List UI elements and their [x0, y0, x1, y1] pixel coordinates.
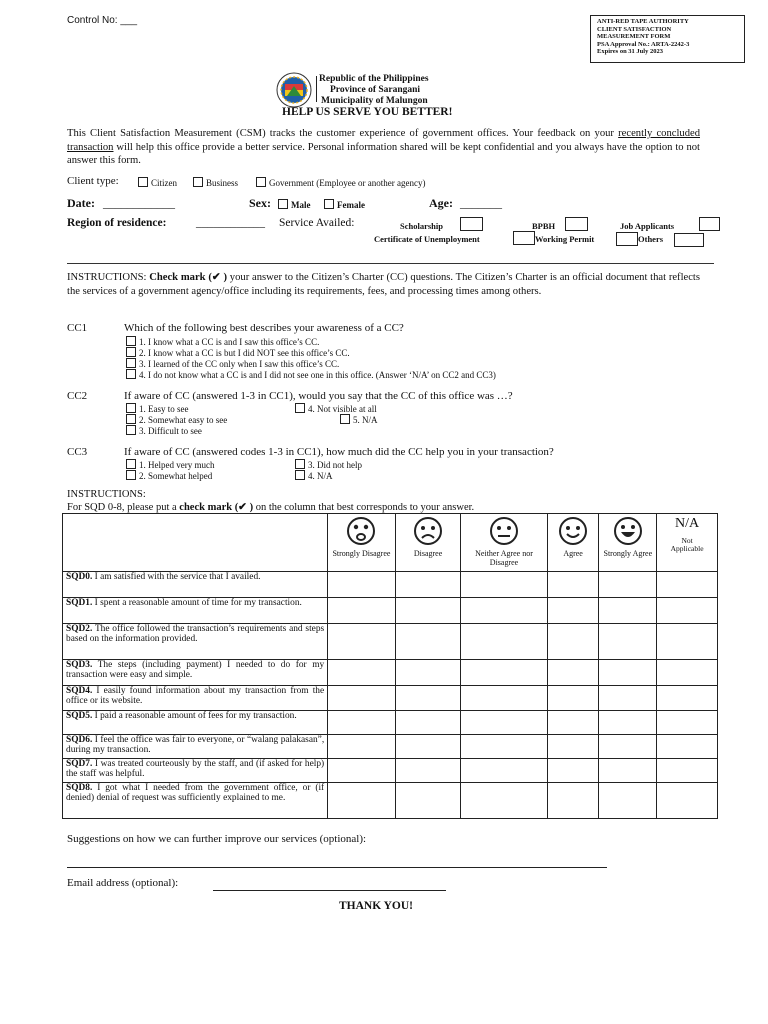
table-row — [63, 759, 718, 783]
cc3-option-4[interactable] — [295, 470, 333, 482]
instructions-bold: Check mark (✔ ) — [149, 272, 228, 283]
rating-cell[interactable] — [657, 572, 718, 598]
suggestions-label: Suggestions on how we can further improve our services (optional): — [67, 833, 367, 845]
cc-instructions — [67, 271, 700, 298]
sqd1-statement — [63, 598, 328, 624]
sqd-text: I feel the office was fair to everyone, or “walang palakasan”, during my transaction. — [66, 735, 325, 755]
sqd-instructions-title: INSTRUCTIONS: — [67, 489, 146, 500]
rating-cell[interactable] — [657, 686, 718, 711]
rating-cell[interactable] — [547, 783, 599, 819]
option-label: Female — [337, 200, 365, 210]
option-label: 1. Helped very much — [139, 460, 215, 470]
rating-cell[interactable] — [599, 735, 657, 759]
rating-cell[interactable] — [599, 660, 657, 686]
sqd-code: SQD0. — [66, 572, 93, 582]
rating-cell[interactable] — [657, 624, 718, 660]
option-label: Citizen — [151, 178, 177, 188]
very-sad-face-icon — [346, 516, 376, 546]
sqd-code: SQD4. — [66, 686, 93, 696]
cc3-code: CC3 — [67, 446, 88, 458]
na-subtitle: Not Applicable — [670, 536, 704, 553]
sqd-table — [62, 513, 718, 819]
checkbox-icon[interactable] — [126, 414, 136, 424]
page-title: HELP US SERVE YOU BETTER! — [282, 106, 453, 118]
arta-line: Expires on 31 July 2023 — [597, 48, 663, 55]
arta-line: PSA Approval No.: ARTA-2242-3 — [597, 40, 690, 48]
rating-cell[interactable] — [395, 711, 461, 735]
client-type-government[interactable] — [256, 177, 425, 189]
client-type-label: Client type: — [67, 175, 119, 187]
rating-cell[interactable] — [547, 686, 599, 711]
neutral-face-icon — [489, 516, 519, 546]
sqd-text: I easily found information about my transaction from the office or its website. — [66, 686, 325, 706]
service-permit-label: Working Permit — [535, 234, 595, 244]
rating-cell[interactable] — [547, 759, 599, 783]
rating-cell[interactable] — [328, 783, 396, 819]
rating-cell[interactable] — [547, 660, 599, 686]
service-scholarship-box[interactable] — [460, 217, 483, 231]
service-bpbh-label: BPBH — [532, 221, 556, 231]
rating-cell[interactable] — [599, 572, 657, 598]
sqd3-statement — [63, 660, 328, 686]
rating-cell[interactable] — [461, 598, 547, 624]
na-title: N/A — [675, 516, 700, 531]
control-no: Control No: ___ — [67, 15, 138, 26]
region-label: Region of residence: — [67, 217, 167, 229]
rating-cell[interactable] — [599, 783, 657, 819]
rating-cell[interactable] — [461, 711, 547, 735]
sqd5-statement — [63, 711, 328, 735]
sqd0-statement — [63, 572, 328, 598]
sqd-code: SQD6. — [66, 735, 93, 745]
checkbox-icon[interactable] — [295, 403, 305, 413]
client-type-business[interactable] — [193, 177, 238, 189]
cc3-option-2[interactable] — [126, 470, 212, 482]
checkbox-icon[interactable] — [340, 414, 350, 424]
cc2-option-5[interactable] — [340, 414, 378, 426]
option-label: 2. Somewhat easy to see — [139, 415, 228, 425]
rating-cell[interactable] — [395, 572, 461, 598]
suggestions-field[interactable] — [67, 867, 607, 868]
rating-cell[interactable] — [599, 624, 657, 660]
rating-cell[interactable] — [547, 735, 599, 759]
sqd-code: SQD8. — [66, 783, 93, 793]
option-label: 5. N/A — [353, 415, 378, 425]
arta-line: MEASUREMENT FORM — [597, 33, 671, 40]
checkbox-icon[interactable] — [324, 199, 334, 209]
cc1-code: CC1 — [67, 322, 88, 334]
sqd-code: SQD5. — [66, 711, 93, 721]
instructions-rest: on the column that best corresponds to your answer. — [253, 502, 475, 513]
thank-you: THANK YOU! — [339, 900, 414, 912]
region-field[interactable]: ____________ — [196, 217, 265, 229]
service-label: Service Availed: — [279, 217, 355, 229]
cc2-question: If aware of CC (answered 1-3 in CC1), would you say that the CC of this office was …? — [124, 390, 513, 402]
rating-cell[interactable] — [328, 759, 396, 783]
table-row — [63, 572, 718, 598]
table-row — [63, 598, 718, 624]
option-label: 3. Difficult to see — [139, 426, 202, 436]
arta-line: CLIENT SATISFACTION — [597, 25, 672, 33]
client-type-citizen[interactable] — [138, 177, 177, 189]
sqd-text: I was treated courteously by the staff, and (if asked for help) the staff was helpful. — [66, 759, 325, 779]
instructions-rest: your answer to the Citizen’s Charter (CC) questions. The Citizen’s Charter is an official document that reflects the services of a government agency/office including its requirements, fees, and processing times among others. — [67, 272, 700, 297]
rating-cell[interactable] — [328, 711, 396, 735]
rating-cell[interactable] — [657, 759, 718, 783]
column-label: Strongly Disagree — [332, 549, 391, 558]
table-row — [63, 783, 718, 819]
rating-cell[interactable] — [657, 660, 718, 686]
sex-label: Sex: — [249, 196, 271, 210]
rating-cell[interactable] — [547, 598, 599, 624]
header-strongly-agree — [599, 514, 657, 572]
cc2-option-3[interactable] — [126, 425, 202, 437]
service-job-label: Job Applicants — [620, 221, 675, 231]
cc1-option-4[interactable] — [126, 369, 496, 381]
intro-text-2: will help this office provide a better service. Personal information shared will be kept confidential and you always have the option to not answer this form. — [67, 141, 700, 166]
rating-cell[interactable] — [461, 660, 547, 686]
checkbox-icon[interactable] — [126, 358, 136, 368]
rating-cell[interactable] — [461, 572, 547, 598]
date-field[interactable]: ____________ — [103, 196, 175, 210]
sqd7-statement — [63, 759, 328, 783]
header-disagree — [395, 514, 461, 572]
option-label: 1. I know what a CC is and I saw this office’s CC. — [139, 337, 320, 347]
column-label: Disagree — [413, 549, 443, 558]
sqd-text: I am satisfied with the service that I availed. — [92, 572, 261, 582]
sqd-instructions — [67, 501, 474, 513]
rating-cell[interactable] — [328, 686, 396, 711]
sad-face-icon — [413, 516, 443, 546]
sqd2-statement — [63, 624, 328, 660]
sqd-text: The office followed the transaction’s requirements and steps based on the information provided. — [66, 624, 325, 644]
sqd4-statement — [63, 686, 328, 711]
rating-cell[interactable] — [657, 598, 718, 624]
rating-cell[interactable] — [547, 572, 599, 598]
table-row — [63, 660, 718, 686]
option-label: Government (Employee or another agency) — [269, 178, 426, 188]
rating-cell[interactable] — [395, 598, 461, 624]
rating-cell[interactable] — [599, 598, 657, 624]
rating-cell[interactable] — [461, 686, 547, 711]
option-label: 3. Did not help — [308, 460, 362, 470]
arta-line: ANTI-RED TAPE AUTHORITY — [597, 18, 689, 25]
checkbox-icon[interactable] — [126, 470, 136, 480]
header-neutral — [461, 514, 547, 572]
rating-cell[interactable] — [328, 598, 396, 624]
rating-cell[interactable] — [328, 572, 396, 598]
rating-cell[interactable] — [328, 624, 396, 660]
sex-male[interactable] — [278, 199, 311, 211]
table-row — [63, 686, 718, 711]
option-label: 3. I learned of the CC only when I saw this office’s CC. — [139, 359, 340, 369]
service-scholarship-label: Scholarship — [400, 221, 443, 231]
option-label: 1. Easy to see — [139, 404, 189, 414]
instructions-bold: check mark (✔ ) — [179, 502, 254, 513]
service-others-label: Others — [638, 234, 664, 244]
sqd-code: SQD2. — [66, 624, 93, 634]
checkbox-icon[interactable] — [126, 336, 136, 346]
column-label: Strongly Agree — [603, 549, 653, 558]
checkbox-icon[interactable] — [295, 459, 305, 469]
service-bpbh-box[interactable] — [565, 217, 588, 231]
rating-cell[interactable] — [461, 759, 547, 783]
checkbox-icon[interactable] — [193, 177, 203, 187]
checkbox-icon[interactable] — [126, 347, 136, 357]
intro-text-1: This Client Satisfaction Measurement (CSM) tracks the customer experience of government offices. Your feedback on your — [67, 128, 619, 139]
arta-info-box — [590, 15, 745, 63]
option-label: 2. I know what a CC is but I did NOT see this office’s CC. — [139, 348, 350, 358]
rating-cell[interactable] — [461, 783, 547, 819]
sqd-text: The steps (including payment) I needed to do for my transaction were easy and simple. — [66, 660, 325, 680]
rating-cell[interactable] — [657, 735, 718, 759]
email-label: Email address (optional): — [67, 877, 179, 889]
rating-cell[interactable] — [547, 711, 599, 735]
rating-cell[interactable] — [461, 624, 547, 660]
header-agree — [547, 514, 599, 572]
age-label: Age: — [429, 196, 453, 210]
sqd-code: SQD7. — [66, 759, 93, 769]
option-label: 4. Not visible at all — [308, 404, 377, 414]
cc2-code: CC2 — [67, 390, 88, 402]
rating-cell[interactable] — [657, 783, 718, 819]
sqd-text: I spent a reasonable amount of time for my transaction. — [92, 598, 302, 608]
sex-female[interactable] — [324, 199, 365, 211]
rating-cell[interactable] — [657, 711, 718, 735]
rating-cell[interactable] — [328, 660, 396, 686]
rating-cell[interactable] — [395, 735, 461, 759]
happy-face-icon — [558, 516, 588, 546]
table-row — [63, 711, 718, 735]
checkbox-icon[interactable] — [126, 459, 136, 469]
header-province: Province of Sarangani — [330, 85, 421, 95]
service-job-box[interactable] — [699, 217, 720, 231]
checkbox-icon[interactable] — [256, 177, 266, 187]
sqd-text: I got what I needed from the government office, or (if denied) denial of request was sufficiently explained to me. — [66, 783, 325, 803]
seal-divider — [316, 76, 317, 102]
rating-cell[interactable] — [599, 711, 657, 735]
checkbox-icon[interactable] — [278, 199, 288, 209]
municipal-seal-icon — [276, 72, 312, 108]
option-label: 4. I do not know what a CC is and I did not see one in this office. (Answer ‘N/A’ on CC2 and CC3) — [139, 370, 496, 380]
service-unemployment-label: Certificate of Unemployment — [374, 234, 480, 244]
service-permit-box[interactable] — [616, 232, 638, 246]
email-field[interactable] — [213, 890, 446, 891]
checkbox-icon[interactable] — [126, 425, 136, 435]
option-label: 2. Somewhat helped — [139, 471, 213, 481]
instructions-prefix: For SQD 0-8, please put a — [67, 502, 180, 513]
rating-cell[interactable] — [395, 624, 461, 660]
table-row — [63, 624, 718, 660]
instructions-prefix: INSTRUCTIONS: — [67, 272, 150, 283]
section-divider — [67, 263, 714, 264]
option-label: 4. N/A — [308, 471, 333, 481]
header-blank-cell — [63, 514, 328, 572]
header-strongly-disagree — [328, 514, 396, 572]
sqd6-statement — [63, 735, 328, 759]
sqd-text: I paid a reasonable amount of fees for my transaction. — [92, 711, 297, 721]
checkbox-icon[interactable] — [126, 403, 136, 413]
option-label: Business — [206, 178, 239, 188]
option-label: Male — [291, 200, 311, 210]
intro-underlined: recently concluded transaction — [67, 128, 700, 153]
sqd-code: SQD1. — [66, 598, 93, 608]
sqd8-statement — [63, 783, 328, 819]
table-row — [63, 735, 718, 759]
header-na — [657, 514, 718, 572]
rating-cell[interactable] — [547, 624, 599, 660]
header-municipality: Municipality of Malungon — [321, 96, 428, 106]
sqd-header-row — [63, 514, 718, 572]
sqd-code: SQD3. — [66, 660, 93, 670]
rating-cell[interactable] — [328, 735, 396, 759]
rating-cell[interactable] — [461, 735, 547, 759]
checkbox-icon[interactable] — [295, 470, 305, 480]
checkbox-icon[interactable] — [126, 369, 136, 379]
date-label: Date: — [67, 196, 95, 210]
intro-paragraph — [67, 127, 700, 168]
header-republic: Republic of the Philippines — [319, 74, 429, 84]
rating-cell[interactable] — [395, 686, 461, 711]
rating-cell[interactable] — [599, 759, 657, 783]
cc3-question: If aware of CC (answered codes 1-3 in CC1), how much did the CC help you in your transaction? — [124, 446, 554, 458]
service-unemployment-box[interactable] — [513, 231, 535, 245]
rating-cell[interactable] — [395, 783, 461, 819]
very-happy-face-icon — [613, 516, 643, 546]
service-others-box[interactable] — [674, 233, 704, 247]
rating-cell[interactable] — [395, 660, 461, 686]
rating-cell[interactable] — [599, 686, 657, 711]
rating-cell[interactable] — [395, 759, 461, 783]
checkbox-icon[interactable] — [138, 177, 148, 187]
column-label: Neither Agree nor Disagree — [475, 549, 533, 567]
age-field[interactable]: _______ — [460, 196, 502, 210]
cc1-question: Which of the following best describes your awareness of a CC? — [124, 322, 404, 334]
column-label: Agree — [563, 549, 583, 558]
